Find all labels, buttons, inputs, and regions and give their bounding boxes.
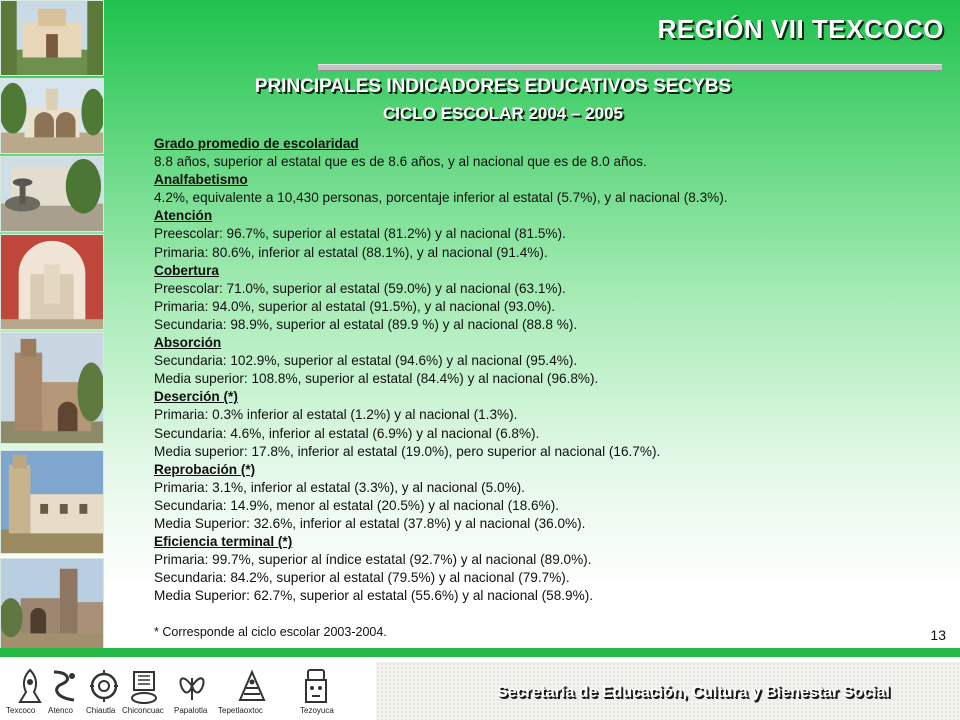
municipality-label: Tezoyuca (300, 706, 334, 715)
municipality-label: Papalotla (174, 706, 208, 715)
section-cobertura (154, 262, 914, 334)
indicator-line: Secundaria: 4.6%, inferior al estatal (6.9%) y al nacional (6.8%). (154, 425, 540, 441)
indicator-line: Secundaria: 14.9%, menor al estatal (20.5%) y al nacional (18.6%). (154, 497, 560, 513)
municipality-label: Chiautla (86, 706, 116, 715)
indicator-line: Preescolar: 71.0%, superior al estatal (59.0%) y al nacional (63.1%). (154, 280, 566, 296)
section-analfabetismo (154, 171, 914, 207)
indicator-line: Secundaria: 98.9%, superior al estatal (89.9 %) y al nacional (88.8 %). (154, 316, 578, 332)
page-number: 13 (930, 627, 946, 643)
municipality-label: Tepetlaoxtoc (218, 706, 263, 715)
footer-divider (0, 648, 960, 657)
indicator-line: 4.2%, equivalente a 10,430 personas, porcentaje inferior al estatal (5.7%), y al nacional (8.3%). (154, 190, 728, 206)
indicators-content (154, 135, 914, 605)
section-escolaridad (154, 135, 914, 171)
texcoco-glyph-icon (14, 666, 46, 706)
page-title: PRINCIPALES INDICADORES EDUCATIVOS SECYBS (254, 76, 732, 97)
indicator-line: Primaria: 80.6%, inferior al estatal (88.1%), y al nacional (91.4%). (154, 244, 548, 260)
municipality-label: Atenco (48, 706, 73, 715)
title-divider (318, 64, 942, 71)
indicator-line: Primaria: 99.7%, superior al índice estatal (92.7%) y al nacional (89.0%). (154, 552, 592, 568)
section-atencion (154, 207, 914, 261)
atenco-glyph-icon (48, 666, 80, 706)
section-heading: Reprobación (*) (154, 461, 256, 477)
region-title: REGIÓN VII TEXCOCO (657, 14, 944, 44)
photo-strip (0, 0, 106, 655)
section-heading: Eficiencia terminal (*) (154, 534, 293, 550)
section-eficiencia (154, 533, 914, 605)
municipality-label: Texcoco (6, 706, 36, 715)
indicator-line: Secundaria: 84.2%, superior al estatal (79.5%) y al nacional (79.7%). (154, 570, 570, 586)
indicator-line: 8.8 años, superior al estatal que es de 8.6 años, y al nacional que es de 8.0 años. (154, 154, 647, 170)
indicator-line: Primaria: 0.3% inferior al estatal (1.2%) y al nacional (1.3%). (154, 407, 518, 423)
chiautla-glyph-icon (88, 666, 120, 706)
convent-photo (0, 450, 104, 554)
municipality-glyphs (0, 660, 376, 720)
section-heading: Atención (154, 208, 213, 224)
section-heading: Grado promedio de escolaridad (154, 136, 359, 151)
indicator-line: Primaria: 3.1%, inferior al estatal (3.3%), y al nacional (5.0%). (154, 479, 525, 495)
papalotla-glyph-icon (176, 666, 208, 706)
indicator-line: Primaria: 94.0%, superior al estatal (91.5%), y al nacional (93.0%). (154, 298, 556, 314)
page-subtitle: CICLO ESCOLAR 2004 – 2005 (383, 104, 623, 123)
fountain-photo (0, 156, 104, 232)
arch-photo (0, 234, 104, 330)
municipality-label: Chiconcuac (122, 706, 164, 715)
section-heading: Absorción (154, 335, 222, 351)
indicator-line: Preescolar: 96.7%, superior al estatal (81.2%) y al nacional (81.5%). (154, 226, 566, 242)
footnote: * Corresponde al ciclo escolar 2003-2004. (154, 625, 387, 639)
section-desercion (154, 388, 914, 460)
tezoyuca-glyph-icon (300, 666, 332, 706)
indicator-line: Media superior: 17.8%, inferior al estatal (19.0%), pero superior al nacional (16.7%). (154, 443, 661, 459)
section-reprobacion (154, 461, 914, 533)
tepetlaoxtoc-glyph-icon (236, 666, 268, 706)
institution-name: Secretaría de Educación, Cultura y Bienestar Social (496, 684, 890, 701)
church-photo-1 (0, 0, 104, 76)
indicator-line: Media Superior: 62.7%, superior al estatal (55.6%) y al nacional (58.9%). (154, 588, 594, 604)
section-absorcion (154, 334, 914, 388)
section-heading: Deserción (*) (154, 389, 238, 405)
section-heading: Cobertura (154, 262, 219, 278)
section-heading: Analfabetismo (154, 172, 248, 188)
indicator-line: Secundaria: 102.9%, superior al estatal (94.6%) y al nacional (95.4%). (154, 353, 578, 369)
indicator-line: Media superior: 108.8%, superior al estatal (84.4%) y al nacional (96.8%). (154, 371, 599, 387)
ruins-photo (0, 558, 104, 652)
chiconcuac-glyph-icon (128, 666, 160, 706)
church-photo-3 (0, 332, 104, 444)
indicator-line: Media Superior: 32.6%, inferior al estatal (37.8%) y al nacional (36.0%). (154, 515, 586, 531)
